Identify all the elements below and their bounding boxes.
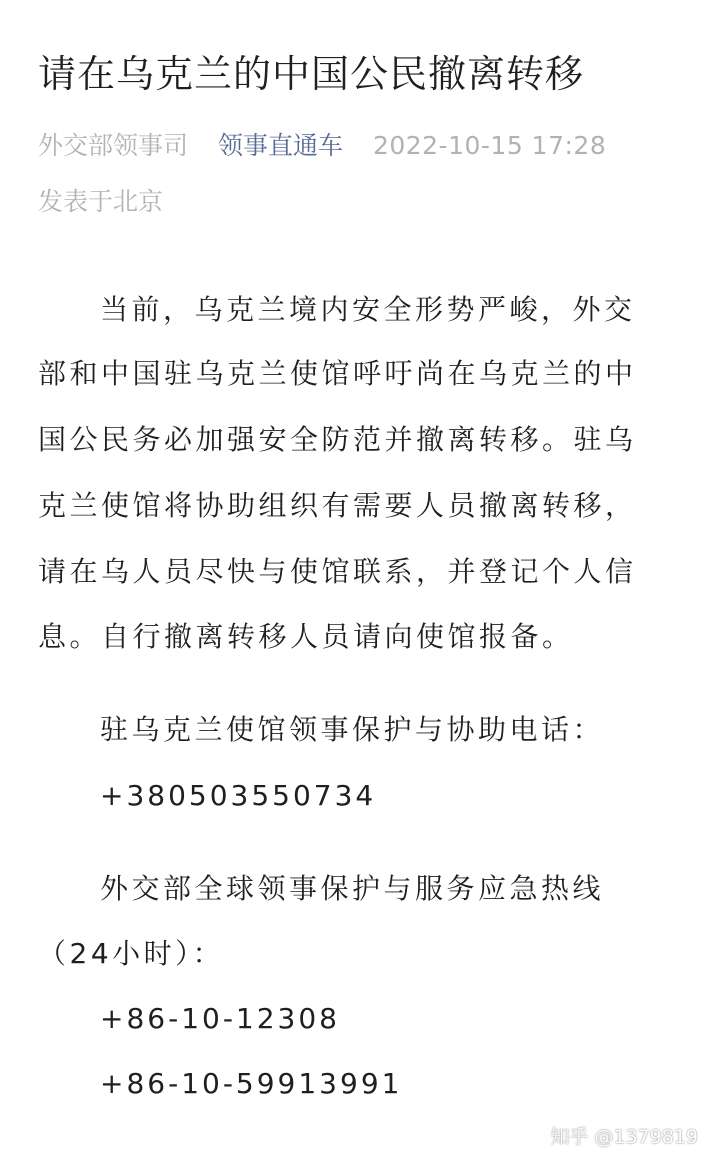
paragraph-line: 部和中国驻乌克兰使馆呼吁尚在乌克兰的中	[38, 357, 637, 390]
paragraph-line: 克兰使馆将协助组织有需要人员撤离转移，	[38, 489, 637, 522]
account-link[interactable]: 领事直通车	[217, 131, 343, 160]
hotline-label: 外交部全球领事保护与服务应急热线	[100, 872, 605, 905]
hotline-label-hours: （24小时）：	[38, 937, 225, 970]
meta-source: 外交部领事司	[38, 131, 189, 160]
paragraph-line: 息。自行撤离转移人员请向使馆报备。	[38, 620, 574, 653]
publish-date: 2022-10-15 17:28	[372, 131, 607, 160]
article-meta	[38, 128, 698, 164]
paragraph-line: 国公民务必加强安全防范并撤离转移。驻乌	[38, 423, 637, 456]
article-title: 请在乌克兰的中国公民撤离转移	[38, 52, 585, 96]
embassy-phone-label: 驻乌克兰使馆领事保护与协助电话：	[100, 713, 605, 746]
paragraph-line: 当前，乌克兰境内安全形势严峻，外交	[100, 293, 636, 326]
hotline-phone-number[interactable]: +86-10-59913991	[100, 1067, 403, 1100]
embassy-phone-number[interactable]: +380503550734	[100, 779, 377, 812]
paragraph-line: 请在乌人员尽快与使馆联系，并登记个人信	[38, 555, 637, 588]
publish-location: 发表于北京	[38, 187, 164, 216]
hotline-phone-number[interactable]: +86-10-12308	[100, 1002, 340, 1035]
zhihu-watermark: 知乎 @1379819	[550, 1126, 698, 1148]
